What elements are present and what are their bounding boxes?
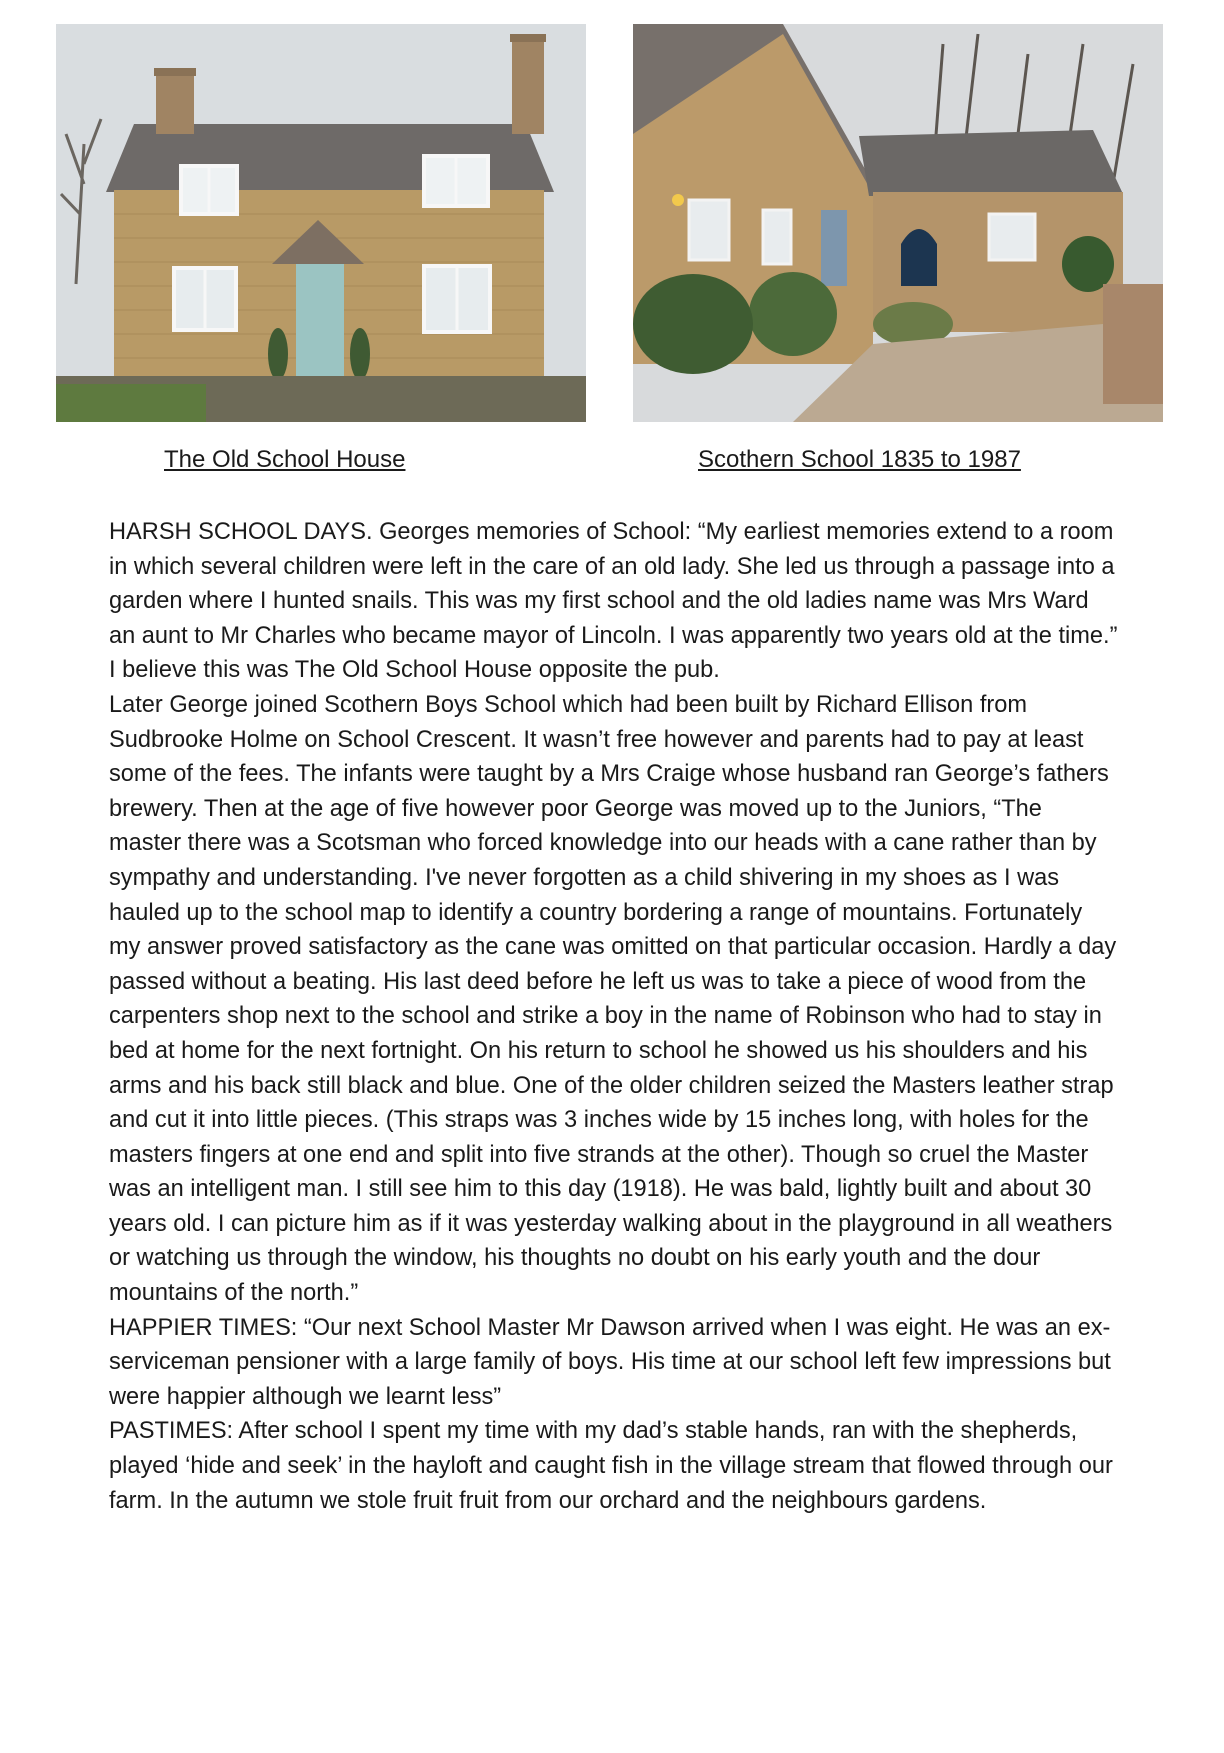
article-body [109,515,1119,1518]
scothern-school-photo [633,24,1163,422]
paragraph-harsh-school-days: HARSH SCHOOL DAYS. Georges memories of School: “My earliest memories extend to a room in which several children were left in the care of an old lady. She led us through a passage into a garden where I hunted snails. This was my first school and the old ladies name was Mrs Ward an aunt to Mr Charles who became mayor of Lincoln. I was apparently two years old at the time.” I believe this was The Old School House opposite the pub. [109,519,1118,684]
old-school-house-photo [56,24,586,422]
photo-caption-left: The Old School House [164,446,406,473]
paragraph-pastimes: PASTIMES: After school I spent my time with my dad’s stable hands, ran with the shepherds, played ‘hide and seek’ in the hayloft and caught fish in the village stream that flowed through our farm. In the autumn we stole fruit fruit from our orchard and the neighbours gardens. [109,1418,1113,1514]
school-image [633,24,1163,422]
photo-caption-right: Scothern School 1835 to 1987 [698,446,1021,473]
cottage-image [56,24,586,422]
paragraph-scothern-boys-school: Later George joined Scothern Boys School which had been built by Richard Ellison from Sudbrooke Holme on School Crescent. It wasn’t free however and parents had to pay at least some of the fees. The infants were taught by a Mrs Craige whose husband ran George’s fathers brewery. Then at the age of five however poor George was moved up to the Juniors, “The master there was a Scotsman who forced knowledge into our heads with a cane rather than by sympathy and understanding. I've never forgotten as a child shivering in my shoes as I was hauled up to the school map to identify a country bordering a range of mountains. Fortunately my answer proved satisfactory as the cane was omitted on that particular occasion. Hardly a day passed without a beating. His last deed before he left us was to take a piece of wood from the carpenters shop next to the school and strike a boy in the name of Robinson who had to stay in bed at home for the next fortnight. On his return to school he showed us his shoulders and his arms and his back still black and blue. One of the older children seized the Masters leather strap and cut it into little pieces. (This straps was 3 inches wide by 15 inches long, with holes for the masters fingers at one end and split into five strands at the other). Though so cruel the Master was an intelligent man. I still see him to this day (1918). He was bald, lightly built and about 30 years old. I can picture him as if it was yesterday walking about in the playground in all weathers or watching us through the window, his thoughts no doubt on his early youth and the dour mountains of the north.” [109,691,1117,1307]
paragraph-happier-times: HAPPIER TIMES: “Our next School Master Mr Dawson arrived when I was eight. He was an ex-serviceman pensioner with a large family of boys. His time at our school left few impressions but were happier although we learnt less” [109,1314,1111,1410]
